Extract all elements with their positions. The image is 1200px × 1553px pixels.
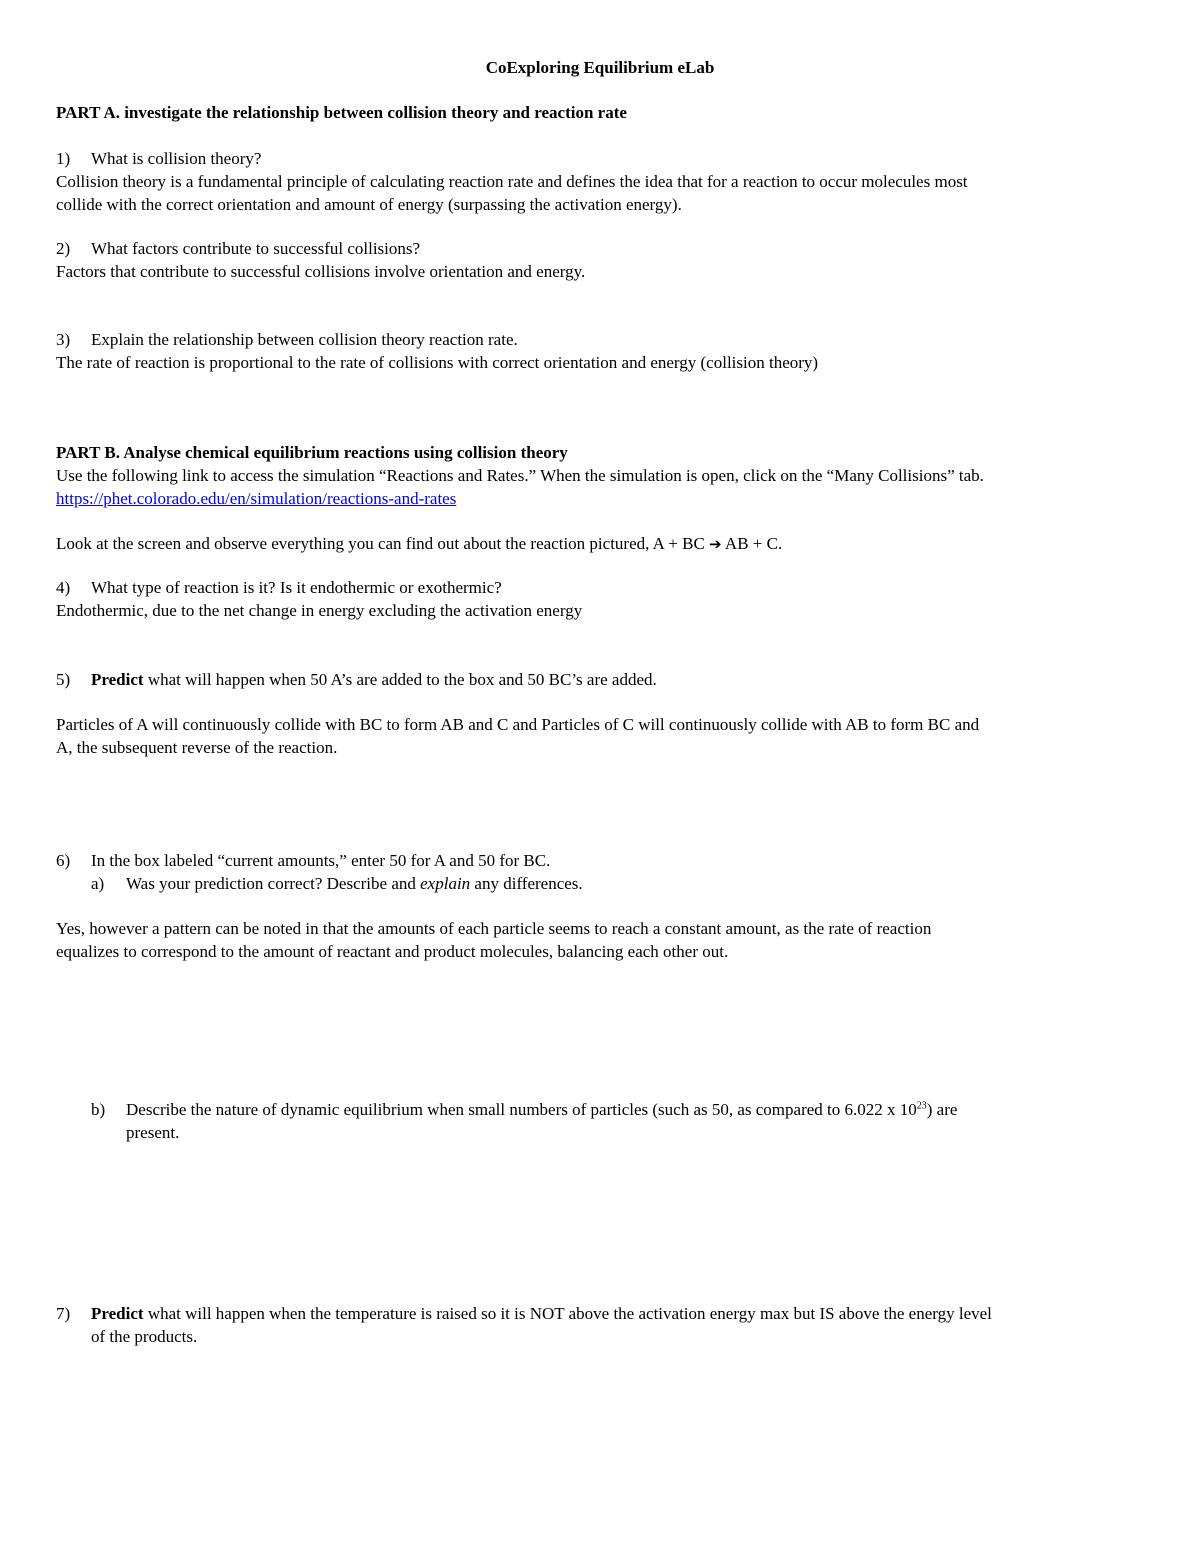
observe-instruction xyxy=(56,532,1146,556)
page-title: CoExploring Equilibrium eLab xyxy=(485,58,715,77)
question-text: Explain the relationship between collision theory reaction rate. xyxy=(91,330,518,349)
question-7 xyxy=(56,1302,1146,1325)
answer-4: Endothermic, due to the net change in energy excluding the activation energy xyxy=(56,601,583,620)
answer-1-line-1: Collision theory is a fundamental principle of calculating reaction rate and defines the idea that for a reaction to occur molecules most xyxy=(56,172,968,191)
observe-text-after: AB + C. xyxy=(721,534,783,553)
sub-question-text-after: ) are xyxy=(926,1100,958,1119)
question-number: 1) xyxy=(56,149,71,168)
question-number: 5) xyxy=(56,670,71,689)
question-number: 7) xyxy=(56,1304,71,1323)
part-b-intro: Use the following link to access the simulation “Reactions and Rates.” When the simulation is open, click on the “Many Collisions” tab. xyxy=(56,466,984,485)
question-5 xyxy=(56,668,1146,691)
reaction-arrow-icon: ➔ xyxy=(709,535,722,553)
question-6a xyxy=(91,872,1181,895)
sub-question-number: a) xyxy=(91,874,105,893)
predict-label: Predict xyxy=(91,1304,144,1323)
predict-label: Predict xyxy=(91,670,144,689)
answer-5-line-2: A, the subsequent reverse of the reaction. xyxy=(56,738,338,757)
question-text: What type of reaction is it? Is it endothermic or exothermic? xyxy=(91,578,502,597)
answer-3: The rate of reaction is proportional to the rate of collisions with correct orientation and energy (collision theory) xyxy=(56,353,819,372)
part-a-heading: PART A. investigate the relationship between collision theory and reaction rate xyxy=(56,103,627,122)
question-number: 2) xyxy=(56,239,71,258)
question-text: what will happen when 50 A’s are added to the box and 50 BC’s are added. xyxy=(143,670,657,689)
question-number: 4) xyxy=(56,578,71,597)
question-text: What factors contribute to successful collisions? xyxy=(91,239,421,258)
answer-2: Factors that contribute to successful collisions involve orientation and energy. xyxy=(56,262,586,281)
sub-question-text-before: Was your prediction correct? Describe and xyxy=(126,874,421,893)
question-7-line-2: of the products. xyxy=(91,1327,198,1346)
question-3 xyxy=(56,328,1146,351)
question-text: what will happen when the temperature is raised so it is NOT above the activation energy max but IS above the energy level xyxy=(143,1304,992,1323)
question-6b-line-2: present. xyxy=(126,1123,180,1142)
question-text: What is collision theory? xyxy=(91,149,262,168)
question-number: 3) xyxy=(56,330,71,349)
observe-text-before: Look at the screen and observe everything you can find out about the reaction pictured, A + BC xyxy=(56,534,710,553)
exponent: 23 xyxy=(916,1100,927,1112)
answer-6a-line-2: equalizes to correspond to the amount of reactant and product molecules, balancing each other out. xyxy=(56,942,729,961)
simulation-link[interactable]: https://phet.colorado.edu/en/simulation/reactions-and-rates xyxy=(56,489,457,508)
answer-6a-line-1: Yes, however a pattern can be noted in that the amounts of each particle seems to reach a constant amount, as the rate of reaction xyxy=(56,919,932,938)
question-4 xyxy=(56,576,1146,599)
answer-5-line-1: Particles of A will continuously collide with BC to form AB and C and Particles of C will continuously collide with AB to form BC and xyxy=(56,715,980,734)
question-2 xyxy=(56,237,1146,260)
part-b-heading: PART B. Analyse chemical equilibrium reactions using collision theory xyxy=(56,443,568,462)
question-6b xyxy=(91,1098,1181,1121)
explain-emphasis: explain xyxy=(420,874,471,893)
question-6 xyxy=(56,849,1146,872)
answer-1-line-2: collide with the correct orientation and amount of energy (surpassing the activation energy). xyxy=(56,195,682,214)
question-number: 6) xyxy=(56,851,71,870)
sub-question-text-before: Describe the nature of dynamic equilibrium when small numbers of particles (such as 50, as compared to 6.022 x 10 xyxy=(126,1100,917,1119)
sub-question-text-after: any differences. xyxy=(470,874,583,893)
sub-question-number: b) xyxy=(91,1100,106,1119)
question-1 xyxy=(56,147,1146,170)
question-text: In the box labeled “current amounts,” enter 50 for A and 50 for BC. xyxy=(91,851,551,870)
simulation-link-line xyxy=(56,487,1146,510)
